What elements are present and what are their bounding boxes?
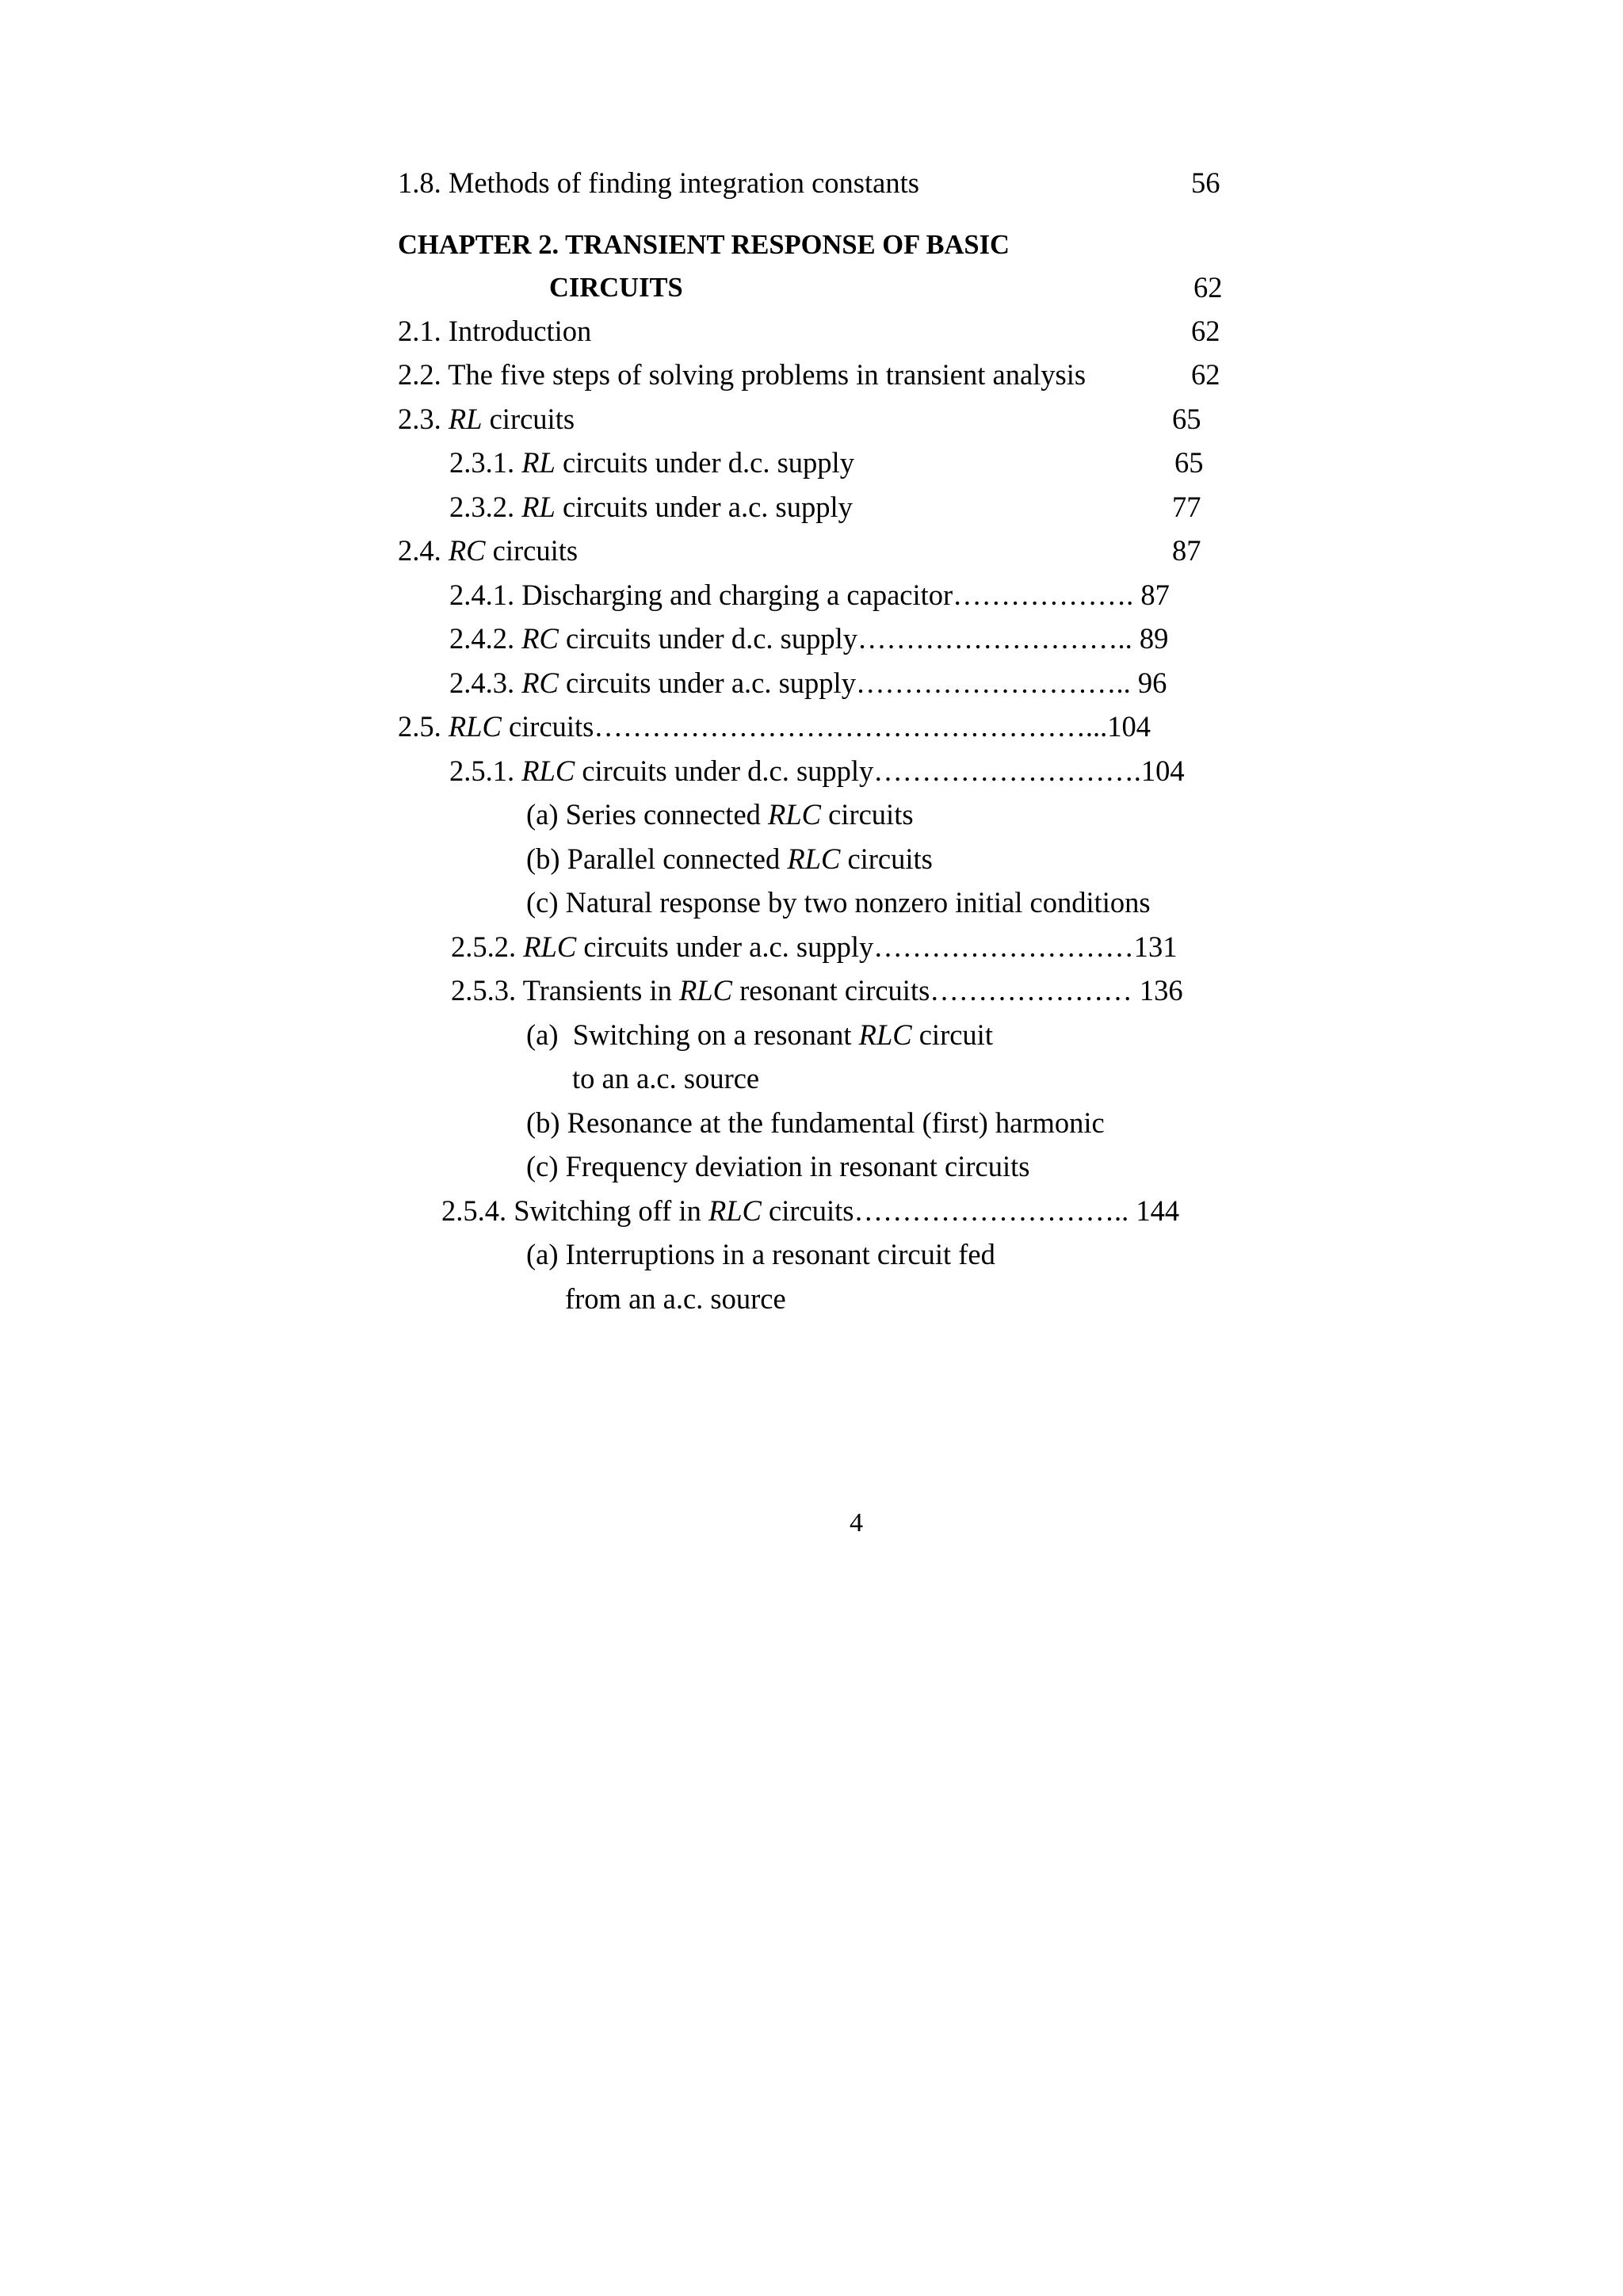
toc-subentry: (c) Natural response by two nonzero initial conditions xyxy=(526,886,1151,919)
toc-entry: 2.5.2. RLC circuits under a.c. supply………………………131 xyxy=(451,930,1178,963)
toc-page-number: 87 xyxy=(1172,534,1201,567)
toc-page-number: 65 xyxy=(1174,446,1204,479)
toc-entry: 2.1. Introduction xyxy=(398,315,592,347)
chapter-heading: CHAPTER 2. TRANSIENT RESPONSE OF BASIC xyxy=(398,230,1010,260)
toc-page-number: 56 xyxy=(1191,166,1220,199)
toc-subentry: (c) Frequency deviation in resonant circuits xyxy=(526,1150,1030,1182)
toc-page-number: 65 xyxy=(1172,403,1201,435)
toc-entry: 2.3.1. RL circuits under d.c. supply xyxy=(449,446,854,479)
toc-entry: 2.5.4. Switching off in RLC circuits……………………….. 144 xyxy=(441,1194,1180,1227)
toc-page-number: 77 xyxy=(1172,491,1201,523)
toc-subentry: (a) Switching on a resonant RLC circuit xyxy=(526,1018,993,1051)
toc-subentry: (a) Interruptions in a resonant circuit fed xyxy=(526,1238,995,1270)
toc-entry: 2.4. RC circuits xyxy=(398,534,579,567)
toc-subentry-continued: to an a.c. source xyxy=(572,1062,760,1095)
toc-entry: 2.4.2. RC circuits under d.c. supply……………………….. 89 xyxy=(449,622,1169,655)
toc-subentry-continued: from an a.c. source xyxy=(565,1282,786,1315)
toc-entry: 2.3.2. RL circuits under a.c. supply xyxy=(449,491,853,523)
toc-entry: 2.5. RLC circuits……………………………………………...104 xyxy=(398,710,1151,743)
chapter-heading-continued: CIRCUITS xyxy=(549,273,683,303)
toc-entry: 2.5.1. RLC circuits under d.c. supply……………………….104 xyxy=(449,755,1185,787)
page-number: 4 xyxy=(850,1508,863,1538)
toc-page-number: 62 xyxy=(1191,315,1220,347)
toc-subentry: (b) Parallel connected RLC circuits xyxy=(526,842,933,875)
toc-page-number: 62 xyxy=(1191,358,1220,391)
toc-entry: 2.2. The five steps of solving problems in transient analysis xyxy=(398,358,1086,391)
toc-entry: 2.4.3. RC circuits under a.c. supply……………………….. 96 xyxy=(449,667,1167,699)
toc-entry: 1.8. Methods of finding integration constants xyxy=(398,166,919,199)
toc-page-number: 62 xyxy=(1193,271,1223,304)
toc-entry: 2.3. RL circuits xyxy=(398,403,575,435)
toc-subentry: (a) Series connected RLC circuits xyxy=(526,798,914,831)
toc-subentry: (b) Resonance at the fundamental (first) harmonic xyxy=(526,1106,1105,1139)
toc-entry: 2.5.3. Transients in RLC resonant circuits………………… 136 xyxy=(451,974,1183,1007)
toc-entry: 2.4.1. Discharging and charging a capacitor………………. 87 xyxy=(449,579,1170,611)
